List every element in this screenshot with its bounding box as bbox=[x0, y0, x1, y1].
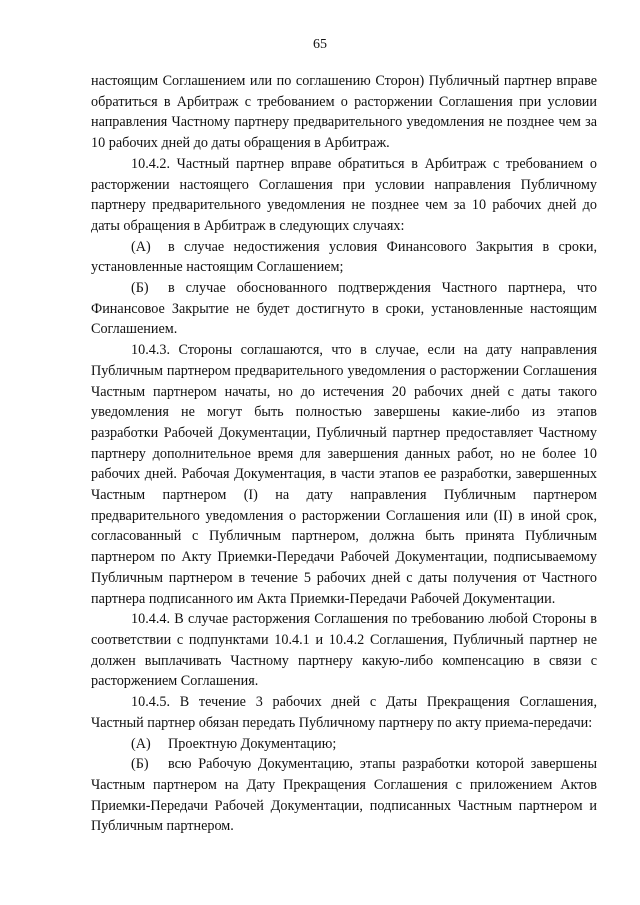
list-item-a-financial-close bbox=[91, 237, 597, 278]
list-item-text: в случае обоснованного подтверждения Частного партнера, что Финансовое Закрытие не будет достигнуто в сроки, установленные настоящим Соглашением. bbox=[91, 280, 597, 338]
list-marker: (А) bbox=[131, 238, 151, 255]
list-marker: (Б) bbox=[131, 280, 149, 297]
list-item-a-project-docs bbox=[91, 734, 597, 755]
page-content bbox=[91, 71, 597, 837]
list-marker: (Б) bbox=[131, 756, 149, 773]
list-item-text: всю Рабочую Документацию, этапы разработки которой завершены Частным партнером на Дату Прекращения Соглашения с приложением Актов Приемки-Передачи Рабочей Документации, подписанных Частным партнером и Публичным партнером. bbox=[91, 756, 597, 835]
list-item-b-working-docs bbox=[91, 754, 597, 837]
list-item-text: Проектную Документацию; bbox=[168, 735, 337, 752]
clause-10-4-3: 10.4.3. Стороны соглашаются, что в случае, если на дату направления Публичным партнером предварительного уведомления о расторжении Соглашения Частным партнером начаты, но до истечения 20 рабочих дней с даты такого уведомления не могут быть полностью завершены какие-либо из этапов разработки Рабочей Документации, Публичный партнер предоставляет Частному партнеру дополнительное время для завершения данных работ, но не более 10 рабочих дней. Рабочая Документация, в части этапов ее разработки, завершенных Частным партнером (I) на дату направления Публичным партнером предварительного уведомления о расторжении Соглашения или (II) в иной срок, согласованный с Публичным партнером, должна быть принята Публичным партнером по Акту Приемки-Передачи Рабочей Документации, подписываемому Публичным партнером в течение 5 рабочих дней с даты получения от Частного партнера подписанного им Акта Приемки-Передачи Рабочей Документации. bbox=[91, 342, 597, 607]
clause-10-4-5: 10.4.5. В течение 3 рабочих дней с Даты Прекращения Соглашения, Частный партнер обязан передать Публичному партнеру по акту приема-передачи: bbox=[91, 694, 597, 731]
paragraph-continuation: настоящим Соглашением или по соглашению Сторон) Публичный партнер вправе обратиться в Арбитраж с требованием о расторжении Соглашения при условии направления Частному партнеру предварительного уведомления не позднее чем за 10 рабочих дней до даты обращения в Арбитраж. bbox=[91, 73, 597, 152]
page-number: 65 bbox=[313, 37, 327, 52]
list-item-b-financial-close bbox=[91, 278, 597, 340]
list-item-text: в случае недостижения условия Финансового Закрытия в сроки, установленные настоящим Соглашением; bbox=[91, 238, 597, 276]
clause-10-4-2: 10.4.2. Частный партнер вправе обратиться в Арбитраж с требованием о расторжении настоящего Соглашения при условии направления Публичному партнеру предварительного уведомления не позднее чем за 10 рабочих дней до даты обращения в Арбитраж в следующих случаях: bbox=[91, 155, 597, 234]
clause-10-4-4: 10.4.4. В случае расторжения Соглашения по требованию любой Стороны в соответствии с подпунктами 10.4.1 и 10.4.2 Соглашения, Публичный партнер не должен выплачивать Частному партнеру какую-либо компенсацию в связи с расторжением Соглашения. bbox=[91, 611, 597, 690]
list-marker: (А) bbox=[131, 735, 151, 752]
